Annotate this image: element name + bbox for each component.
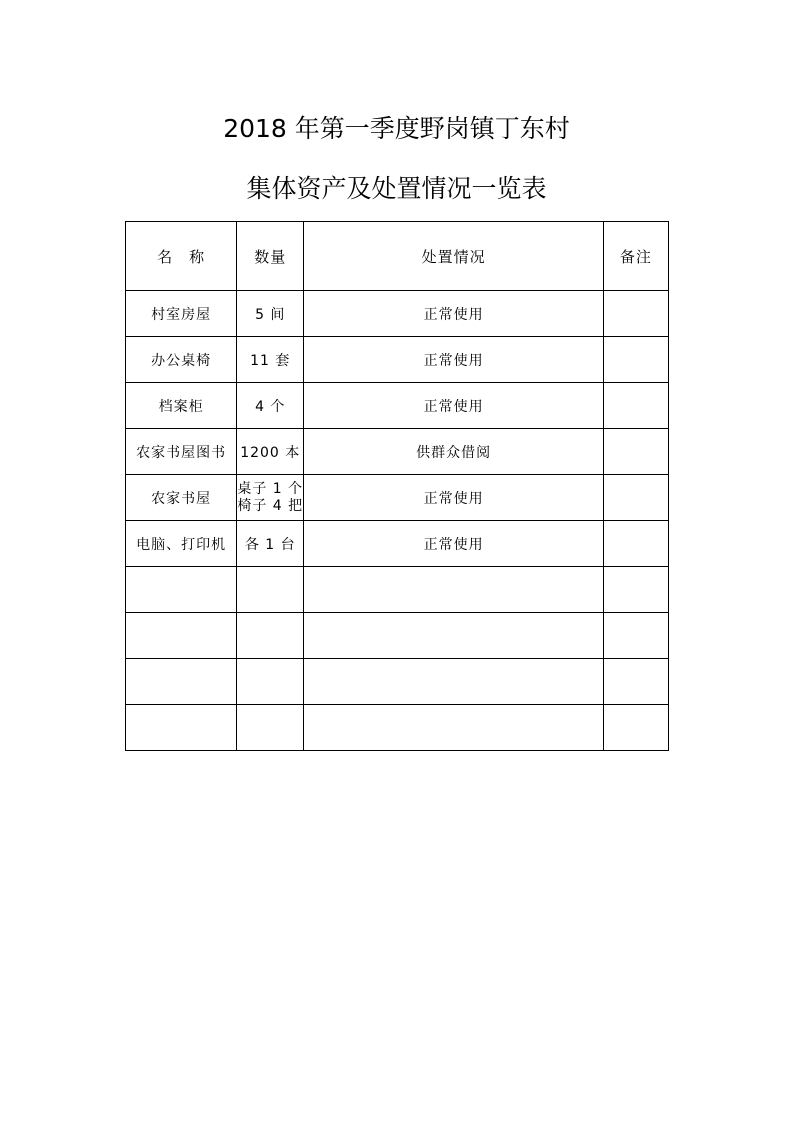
table-row-empty — [126, 659, 669, 705]
cell-status — [304, 567, 604, 613]
cell-quantity — [237, 659, 304, 705]
cell-status: 供群众借阅 — [304, 429, 604, 475]
cell-quantity: 4 个 — [237, 383, 304, 429]
cell-status — [304, 613, 604, 659]
header-status: 处置情况 — [304, 222, 604, 291]
table-row — [126, 475, 669, 521]
cell-quantity: 1200 本 — [237, 429, 304, 475]
assets-table — [125, 221, 669, 751]
cell-quantity — [237, 475, 304, 521]
cell-note — [603, 337, 668, 383]
header-note: 备注 — [603, 222, 668, 291]
cell-name — [126, 613, 237, 659]
table-header-row — [126, 222, 669, 291]
cell-name — [126, 659, 237, 705]
table-row — [126, 291, 669, 337]
cell-note — [603, 429, 668, 475]
table-row-empty — [126, 705, 669, 751]
cell-quantity-line: 椅子 4 把 — [237, 497, 304, 514]
cell-name: 办公桌椅 — [126, 337, 237, 383]
cell-name — [126, 567, 237, 613]
document-title-line-2: 集体资产及处置情况一览表 — [246, 174, 547, 203]
cell-status — [304, 705, 604, 751]
cell-status: 正常使用 — [304, 475, 604, 521]
cell-note — [603, 291, 668, 337]
table-row — [126, 383, 669, 429]
cell-note — [603, 475, 668, 521]
cell-note — [603, 567, 668, 613]
cell-name: 电脑、打印机 — [126, 521, 237, 567]
cell-note — [603, 383, 668, 429]
table-row-empty — [126, 567, 669, 613]
cell-note — [603, 659, 668, 705]
cell-name: 农家书屋 — [126, 475, 237, 521]
table-row — [126, 521, 669, 567]
cell-status: 正常使用 — [304, 521, 604, 567]
document-title-line-1: 2018 年第一季度野岗镇丁东村 — [223, 114, 570, 143]
cell-quantity-line: 桌子 1 个 — [237, 480, 304, 497]
cell-name: 村室房屋 — [126, 291, 237, 337]
cell-quantity — [237, 567, 304, 613]
cell-status — [304, 659, 604, 705]
table-row — [126, 429, 669, 475]
cell-quantity: 各 1 台 — [237, 521, 304, 567]
cell-quantity: 11 套 — [237, 337, 304, 383]
cell-note — [603, 613, 668, 659]
header-name: 名 称 — [126, 222, 237, 291]
cell-note — [603, 705, 668, 751]
table-row — [126, 337, 669, 383]
cell-status: 正常使用 — [304, 291, 604, 337]
cell-note — [603, 521, 668, 567]
cell-name — [126, 705, 237, 751]
table-row-empty — [126, 613, 669, 659]
cell-quantity — [237, 705, 304, 751]
cell-name: 档案柜 — [126, 383, 237, 429]
header-quantity: 数量 — [237, 222, 304, 291]
cell-status: 正常使用 — [304, 383, 604, 429]
cell-quantity: 5 间 — [237, 291, 304, 337]
cell-name: 农家书屋图书 — [126, 429, 237, 475]
cell-quantity — [237, 613, 304, 659]
cell-status: 正常使用 — [304, 337, 604, 383]
